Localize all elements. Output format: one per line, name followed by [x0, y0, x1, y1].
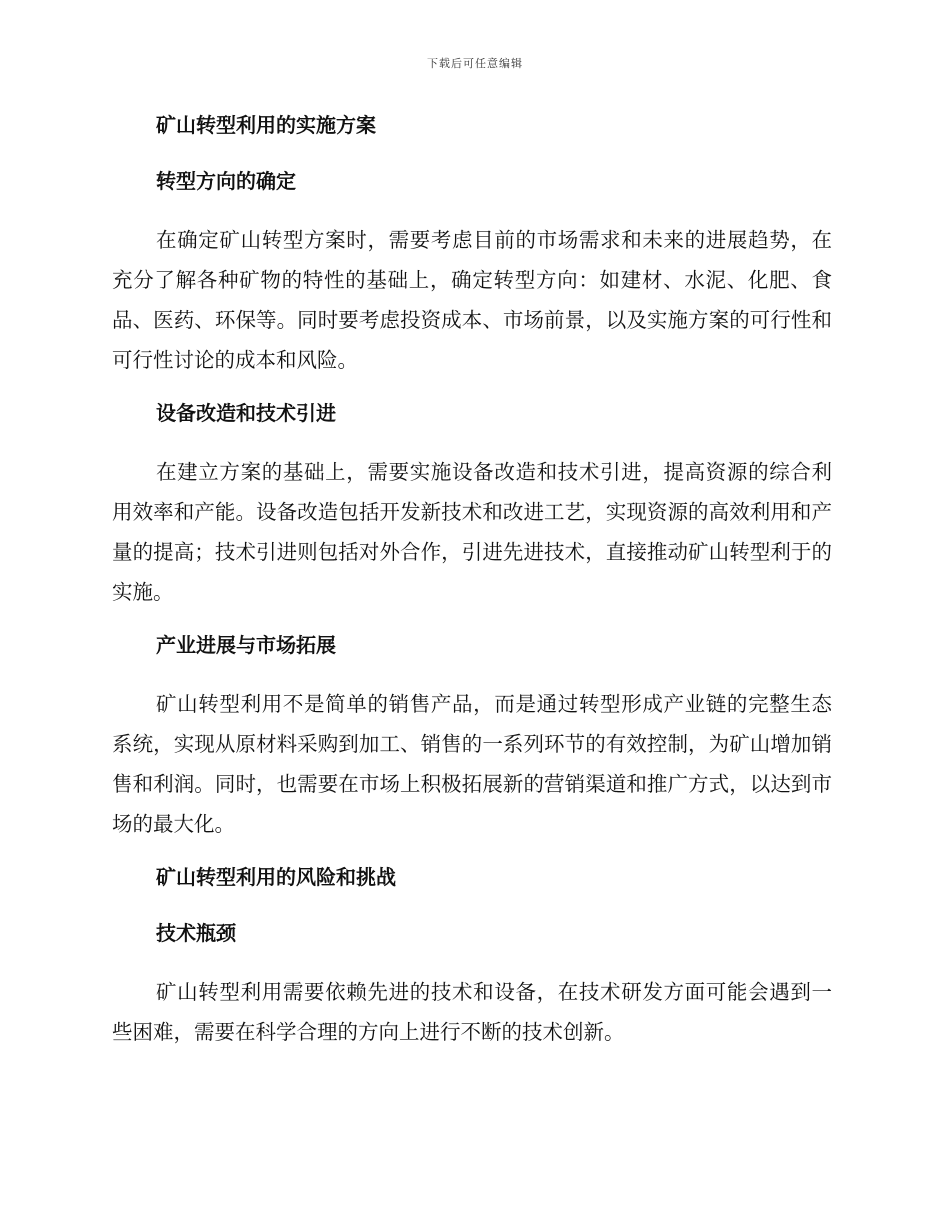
section-heading-equipment: 设备改造和技术引进	[156, 401, 336, 425]
section-paragraph-direction: 在确定矿山转型方案时，需要考虑目前的市场需求和未来的进展趋势，在充分了解各种矿物的特性的基础上，确定转型方向：如建材、水泥、化肥、食品、医药、环保等。同时要考虑投资成本、市场前景，以及实施方案的可行性和可行性讨论的成本和风险。	[112, 228, 832, 372]
document-title: 矿山转型利用的实施方案	[156, 113, 376, 137]
section-heading-market: 产业进展与市场拓展	[156, 633, 336, 657]
section-heading-tech-bottleneck: 技术瓶颈	[156, 921, 236, 945]
section-paragraph-tech-bottleneck: 矿山转型利用需要依赖先进的技术和设备，在技术研发方面可能会遇到一些困难，需要在科学合理的方向上进行不断的技术创新。	[112, 980, 832, 1044]
document-body	[112, 108, 832, 1052]
section-paragraph-market: 矿山转型利用不是简单的销售产品，而是通过转型形成产业链的完整生态系统，实现从原材料采购到加工、销售的一系列环节的有效控制，为矿山增加销售和利润。同时，也需要在市场上积极拓展新的营销渠道和推广方式，以达到市场的最大化。	[112, 692, 832, 836]
header-note: 下载后可任意编辑	[427, 57, 523, 70]
section-heading-direction: 转型方向的确定	[156, 169, 296, 193]
risk-section-title: 矿山转型利用的风险和挑战	[156, 865, 396, 889]
section-paragraph-equipment: 在建立方案的基础上，需要实施设备改造和技术引进，提高资源的综合利用效率和产能。设备改造包括开发新技术和改进工艺，实现资源的高效利用和产量的提高；技术引进则包括对外合作，引进先进技术，直接推动矿山转型利于的实施。	[112, 460, 832, 604]
